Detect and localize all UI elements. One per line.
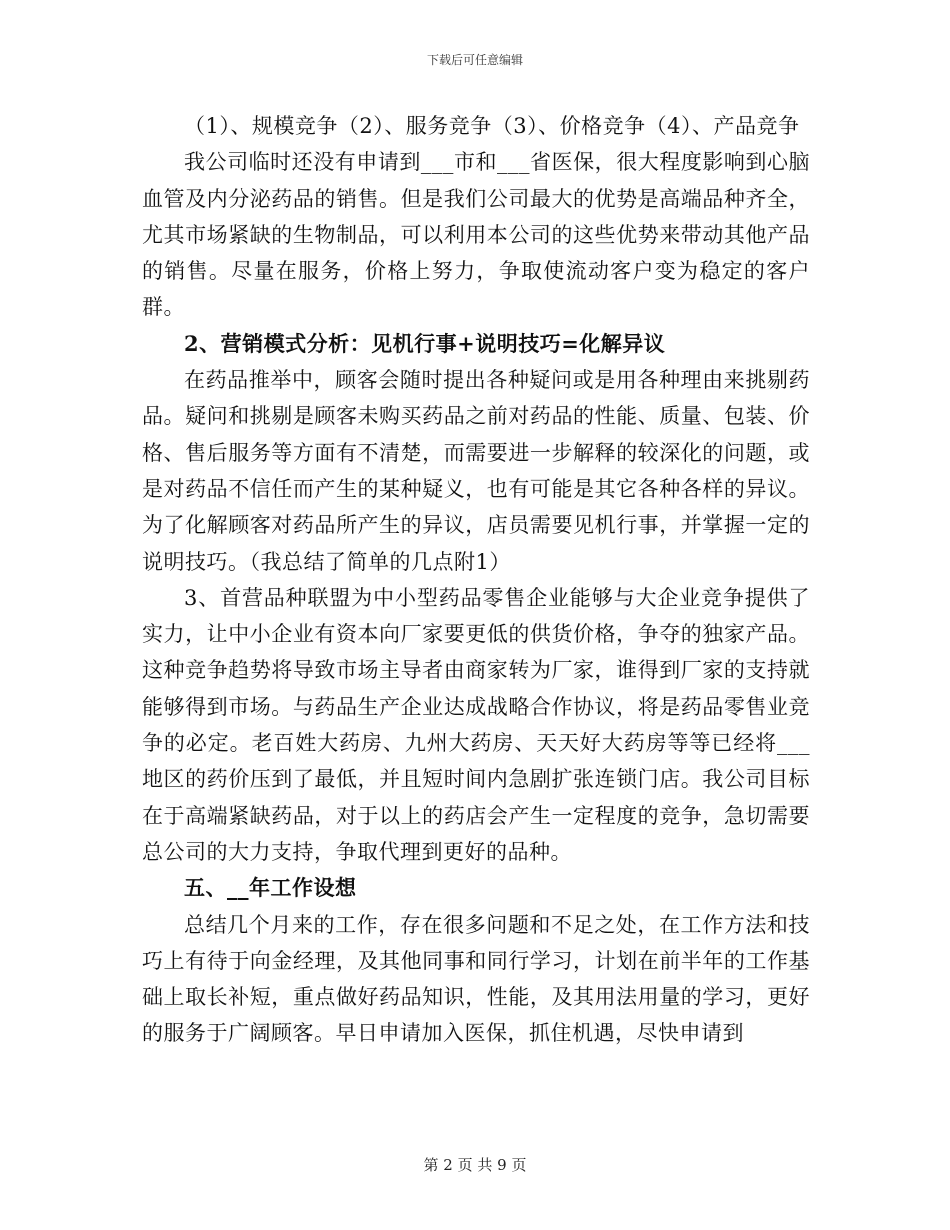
page-footer: 第 2 页 共 9 页 xyxy=(423,1156,527,1174)
heading-marketing-model: 2、营销模式分析：见机行事+说明技巧=化解异议 xyxy=(184,330,666,356)
paragraph-competition-types: （1）、规模竞争（2）、服务竞争（3）、价格竞争（4）、产品竞争 xyxy=(184,114,800,138)
paragraph-work-summary: 总结几个月来的工作，存在很多问题和不足之处，在工作方法和技巧上有待于向金经理，及其他同事和同行学习，计划在前半年的工作基础上取长补短，重点做好药品知识，性能，及其用法用量的学习，更好的服务于广阔顾客。早日申请加入医保，抓住机遇，尽快申请到 xyxy=(142,912,810,1046)
paragraph-alliance: 3、首营品种联盟为中小型药品零售企业能够与大企业竞争提供了实力，让中小企业有资本向厂家要更低的供货价格，争夺的独家产品。这种竞争趋势将导致市场主导者由商家转为厂家，谁得到厂家的支持就能够得到市场。与药品生产企业达成战略合作协议，将是药品零售业竞争的必定。老百姓大药房、九州大药房、天天好大药房等等已经将___地区的药价压到了最低，并且短时间内急剧扩张连锁门店。我公司目标在于高端紧缺药品，对于以上的药店会产生一定程度的竞争，急切需要总公司的大力支持，争取代理到更好的品种。 xyxy=(142,585,810,864)
page-header: 下载后可任意编辑 xyxy=(426,53,523,67)
paragraph-objection-handling: 在药品推举中，顾客会随时提出各种疑问或是用各种理由来挑剔药品。疑问和挑剔是顾客未购买药品之前对药品的性能、质量、包装、价格、售后服务等方面有不清楚，而需要进一步解释的较深化的问题，或是对药品不信任而产生的某种疑义，也有可能是其它各种各样的异议。为了化解顾客对药品所产生的异议，店员需要见机行事，并掌握一定的说明技巧。（我总结了简单的几点附1） xyxy=(142,368,810,574)
document-body xyxy=(142,108,810,1052)
heading-work-plan: 五、__年工作设想 xyxy=(184,875,357,901)
paragraph-company-situation: 我公司临时还没有申请到___市和___省医保，很大程度影响到心脑血管及内分泌药品的销售。但是我们公司最大的优势是高端品种齐全，尤其市场紧缺的生物制品，可以利用本公司的这些优势来带动其他产品的销售。尽量在服务，价格上努力，争取使流动客户变为稳定的客户群。 xyxy=(142,150,810,320)
